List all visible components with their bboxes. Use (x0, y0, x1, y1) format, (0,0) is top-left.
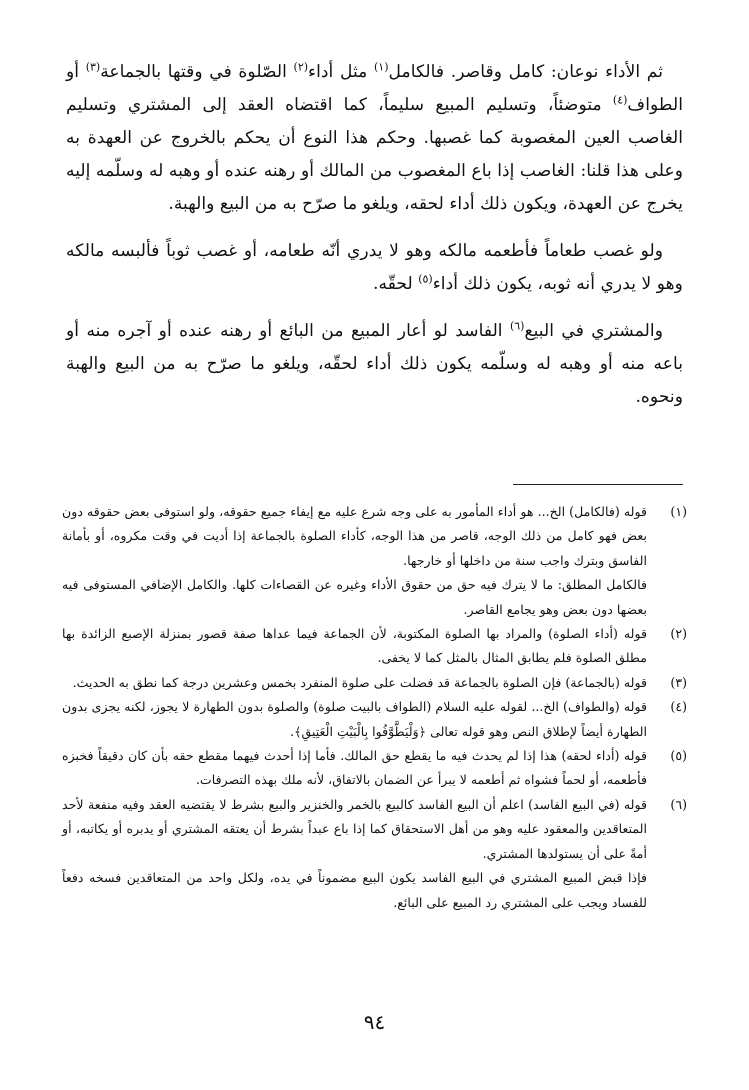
text-run: مثل أداء (308, 62, 374, 82)
footnote-body (62, 744, 647, 793)
text-run: الصّلوة في وقتها بالجماعة (100, 62, 294, 82)
text-run: والمشتري في البيع (524, 321, 663, 341)
footnote-marker[interactable]: (١) (373, 60, 389, 74)
footnote-number: (٦) (670, 796, 687, 812)
footnote-body (62, 622, 647, 671)
footnote-number: (١) (670, 504, 687, 519)
footnotes (62, 500, 687, 915)
footnote-number: (٢) (670, 626, 687, 642)
footnote-marker[interactable]: (٣) (85, 60, 101, 74)
footnote-body (62, 500, 647, 622)
text-run: ولو غصب طعاماً فأطعمه مالكه وهو لا يدري أنّه طعامه، أو غصب ثوباً فألبسه مالكه وهو لا يدري أنه ثوبه، يكون ذلك أداء (66, 241, 683, 294)
footnote (62, 793, 687, 915)
footnote-marker[interactable]: (٢) (293, 60, 309, 74)
paragraph (66, 56, 683, 221)
footnote (62, 622, 687, 671)
footnote (62, 671, 687, 695)
text-run: الفاسد لو أعار المبيع من البائع أو رهنه عنده أو آجره منه أو باعه منه أو وهبه له وسلّمه يكون ذلك أداء لحقّه، ويلغو ما صرّح به من البيع والهبة ونحوه. (66, 321, 683, 407)
footnote (62, 695, 687, 744)
page-number: ٩٤ (363, 1010, 386, 1034)
footnote-number: (٣) (670, 674, 687, 690)
footnote-separator (513, 484, 683, 485)
text-run: متوضئاً، وتسليم المبيع سليماً، كما اقتضاه العقد إلى المشتري وتسليم الغاصب العين المغصوبة كما غصبها. وحكم هذا النوع أن يحكم بالخروج عن العهدة به وعلى هذا قلنا: الغاصب إذا باع المغصوب من المالك أو رهنه عنده أو وهبه له وسلّمه إليه يخرج عن العهدة، ويكون ذلك أداء لحقه، ويلغو ما صرّح به من البيع والهبة. (66, 95, 683, 214)
footnote-text: قوله (والطواف) الخ... لقوله عليه السلام (الطواف بالبيت صلوة) والصلوة بدون الطهارة لا يجوز، لكنه يجزى بدون الطهارة أيضاً لإطلاق النص وهو قوله تعالى ﴿وَلْيَطَّوَّفُوا بِالْبَيْتِ الْعَتِيقِ﴾. (62, 699, 647, 739)
text-run: أو الطواف (66, 62, 683, 115)
footnote-number: (٤) (670, 699, 687, 715)
footnote-marker[interactable]: (٦) (509, 319, 525, 333)
text-run: لحقّه. (373, 274, 419, 294)
footnote-body (62, 793, 647, 915)
footnote-text: فإذا قبض المبيع المشتري في البيع الفاسد يكون البيع مضموناً في يده، ولكل واحد من المتعاقدين فسخه دفعاً للفساد ويجب على المشتري رد المبيع على البائع. (62, 870, 647, 910)
footnote-text: قوله (بالجماعة) فإن الصلوة بالجماعة قد فضلت على صلوة المنفرد بخمس وعشرين درجة كما نطق به الحديث. (72, 674, 647, 690)
footnote-text: فالكامل المطلق: ما لا يترك فيه حق من حقوق الأداء وغيره عن القصاءات كلها. والكامل الإضافي المستوفى فيه بعضها دون بعض وهو يجامع القاصر. (62, 577, 647, 617)
footnote-number: (٥) (670, 748, 687, 764)
footnote-marker[interactable]: (٥) (418, 272, 433, 286)
footnote-marker[interactable]: (٤) (612, 93, 628, 107)
paragraph (66, 315, 683, 414)
footnote-text: قوله (في البيع الفاسد) اعلم أن البيع الفاسد كالبيع بالخمر والخنزير والبيع بشرط لا يقتضيه العقد وفيه منفعة لأحد المتعاقدين والمعقود عليه وهو من أهل الاستحقاق كما إذا باع عبداً بشرط أن يعتقه المشتري أو يدبره أو يكاتبه، أو أمةً على أن يستولدها المشتري. (62, 796, 647, 861)
footnote-text: قوله (أداء لحقه) هذا إذا لم يحدث فيه ما يقطع حق المالك. فأما إذا أحدث فيهما مقطع حقه بأن كان دقيقاً فخبزه فأطعمه، أو لحماً فشواه ثم أطعمه لا يبرأ عن الضمان بالاتفاق، لأنه ملك بهذه التصرفات. (62, 748, 647, 788)
footnote (62, 500, 687, 622)
main-text (66, 56, 683, 428)
footnote-body (62, 671, 647, 695)
footnote-text: قوله (فالكامل) الخ... هو أداء المأمور به على وجه شرع عليه مع إيفاء جميع حقوقه، ولو استوفى بعض حقوقه دون بعض فهو كامل من ذلك الوجه، قاصر من هذا الوجه، كأداء الصلوة بالجماعة إذا أديت في وقت مكروه، أو بأمانة الفاسق وبترك واجب سنة من داخلها أو خارجها. (62, 504, 647, 568)
footnote-body (62, 695, 647, 744)
text-run: ثم الأداء نوعان: كامل وقاصر. فالكامل (388, 62, 663, 82)
footnote (62, 744, 687, 793)
footnote-text: قوله (أداء الصلوة) والمراد بها الصلوة المكتوبة، لأن الجماعة فيما عداها صفة قصور بمنزلة الإصبع الزائدة بها مطلق الصلوة فلم يطابق المثال بالمثل كما لا يخفى. (62, 626, 647, 666)
paragraph (66, 235, 683, 301)
